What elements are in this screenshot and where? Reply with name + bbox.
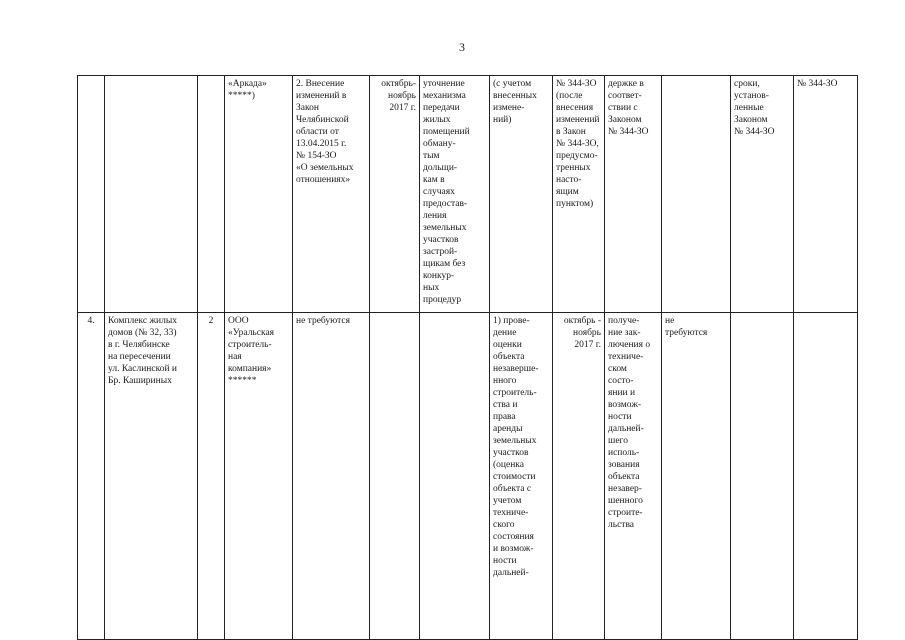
table-cell [662, 76, 731, 313]
document-table [77, 75, 858, 640]
table-cell: октябрь - ноябрь 2017 г. [553, 313, 605, 640]
table-cell: № 344-ЗО (после внесения изменений в Закон № 344-ЗО, предусмо- тренных насто- ящим пунктом) [553, 76, 605, 313]
table-cell [78, 76, 105, 313]
table-cell: 2. Внесение изменений в Закон Челябинской области от 13.04.2015 г. № 154-ЗО «О земельных отношениях» [293, 76, 370, 313]
table-cell [731, 313, 794, 640]
table-cell [794, 313, 858, 640]
table-cell: получе- ние зак- лючения о техниче- ском состо- янии и возмож- ности дальней- шего исполь- зования объекта незавер- шенного строите- льства [605, 313, 662, 640]
table-cell: ООО «Уральская строитель- ная компания» ****** [225, 313, 293, 640]
table-cell: сроки, установ- ленные Законом № 344-ЗО [731, 76, 794, 313]
table-cell: не требуются [662, 313, 731, 640]
table-cell [105, 76, 198, 313]
table-cell [370, 313, 420, 640]
table-cell: Комплекс жилых домов (№ 32, 33) в г. Челябинске на пересечении ул. Каслинской и Бр. Кашириных [105, 313, 198, 640]
table-cell: «Аркада» *****) [225, 76, 293, 313]
table-cell: № 344-ЗО [794, 76, 858, 313]
table-row [78, 313, 858, 640]
table-cell: держке в соответ- ствии с Законом № 344-ЗО [605, 76, 662, 313]
table-cell: октябрь- ноябрь 2017 г. [370, 76, 420, 313]
page-number: 3 [459, 40, 465, 54]
table-row [78, 76, 858, 313]
table-cell: 1) прове- дение оценки объекта незаверше- нного строитель- ства и права аренды земельных участков (оценка стоимости объекта с учетом техниче- ского состояния и возмож- ности дальней- [490, 313, 553, 640]
table-cell [198, 76, 225, 313]
table-cell: не требуются [293, 313, 370, 640]
table-cell: 2 [198, 313, 225, 640]
table-cell: (с учетом внесенных измене- ний) [490, 76, 553, 313]
table-cell: уточнение механизма передачи жилых помещений обману- тым дольщи- кам в случаях предостав- ления земельных участков застрой- щикам без конкур- ных процедур [420, 76, 490, 313]
table-cell [420, 313, 490, 640]
table-cell: 4. [78, 313, 105, 640]
